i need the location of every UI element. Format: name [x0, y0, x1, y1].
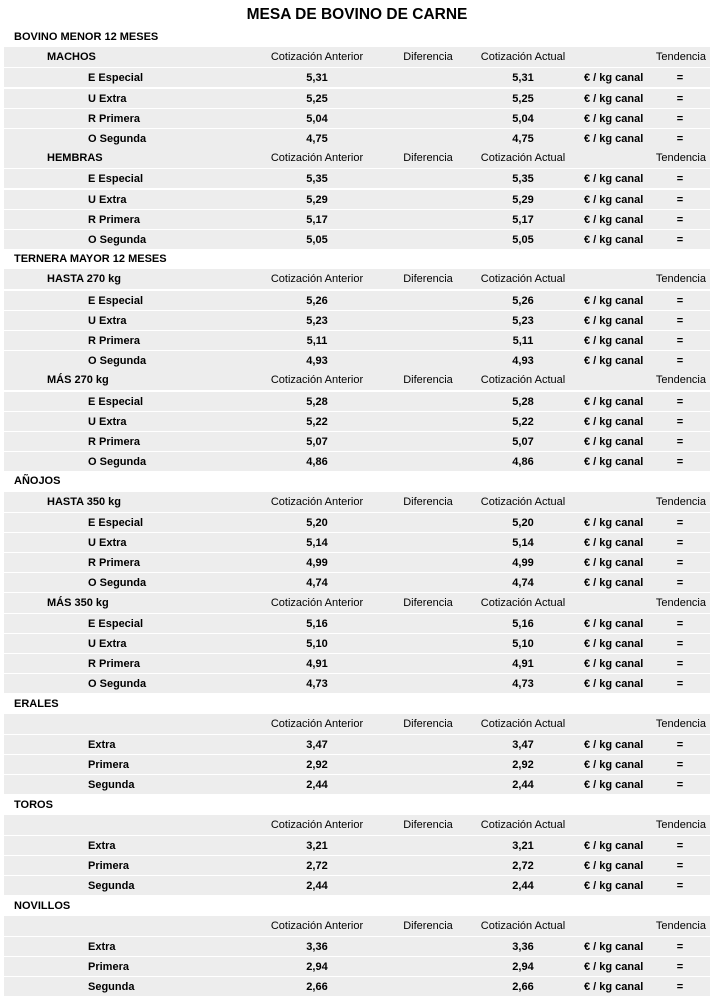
column-header-current: Cotización Actual [480, 495, 566, 508]
price-unit: € / kg canal [584, 678, 644, 691]
price-unit: € / kg canal [584, 415, 644, 428]
group-header-row [4, 492, 710, 512]
grade-label: Extra [88, 739, 116, 751]
price-unit: € / kg canal [584, 193, 644, 206]
trend-value: = [676, 557, 684, 570]
trend-value: = [676, 173, 684, 186]
current-price: 2,92 [512, 759, 534, 772]
trend-value: = [676, 638, 684, 650]
grade-label: E Especial [88, 173, 144, 186]
trend-value: = [676, 617, 684, 630]
trend-value: = [676, 981, 684, 994]
current-price: 2,94 [512, 961, 534, 974]
trend-value: = [676, 213, 684, 226]
column-header-previous: Cotización Anterior [270, 596, 364, 609]
current-price: 4,74 [512, 577, 534, 590]
table-row [4, 512, 710, 532]
previous-price: 5,11 [306, 335, 328, 347]
group-header-row [4, 815, 710, 835]
previous-price: 4,75 [306, 133, 328, 145]
table-row [4, 330, 710, 350]
current-price: 5,23 [512, 314, 534, 327]
table-row [4, 128, 710, 148]
previous-price: 2,92 [306, 759, 328, 772]
section-title: BOVINO MENOR 12 MESES [14, 31, 159, 43]
grade-label: Segunda [88, 981, 135, 994]
group-title: MÁS 270 kg [47, 374, 109, 387]
price-unit: € / kg canal [584, 294, 644, 307]
table-row [4, 552, 710, 572]
column-header-previous: Cotización Anterior [270, 51, 364, 64]
group-title: HEMBRAS [47, 152, 103, 165]
previous-price: 5,20 [306, 516, 328, 529]
previous-price: 5,25 [306, 92, 328, 105]
current-price: 5,29 [512, 193, 534, 206]
grade-label: U Extra [88, 193, 127, 206]
grade-label: R Primera [88, 213, 140, 226]
trend-value: = [676, 72, 684, 85]
current-price: 5,22 [512, 415, 534, 428]
grade-label: O Segunda [88, 456, 147, 469]
grade-label: E Especial [88, 617, 144, 630]
previous-price: 2,44 [306, 779, 328, 792]
table-row [4, 754, 710, 774]
price-unit: € / kg canal [584, 92, 644, 105]
group-header-row [4, 593, 710, 613]
section-header [4, 795, 710, 815]
table-row [4, 855, 710, 875]
column-header-trend: Tendencia [655, 596, 706, 609]
current-price: 2,66 [512, 981, 534, 994]
column-header-trend: Tendencia [655, 273, 706, 286]
table-row [4, 976, 710, 996]
table-row [4, 310, 710, 330]
grade-label: E Especial [88, 516, 144, 529]
section-title: TERNERA MAYOR 12 MESES [14, 253, 167, 266]
column-header-current: Cotización Actual [480, 51, 566, 64]
price-unit: € / kg canal [584, 314, 644, 327]
column-header-trend: Tendencia [655, 495, 706, 508]
grade-label: Primera [88, 759, 129, 772]
previous-price: 5,07 [306, 436, 328, 448]
grade-label: Segunda [88, 779, 135, 792]
previous-price: 5,16 [306, 617, 328, 630]
column-header-previous: Cotización Anterior [270, 818, 364, 831]
trend-value: = [676, 860, 684, 873]
current-price: 5,04 [512, 112, 534, 125]
column-header-previous: Cotización Anterior [270, 374, 364, 387]
current-price: 5,26 [512, 294, 534, 307]
column-header-previous: Cotización Anterior [270, 717, 364, 730]
trend-value: = [676, 779, 684, 792]
table-row [4, 88, 710, 108]
previous-price: 5,14 [306, 537, 328, 549]
previous-price: 5,17 [306, 213, 328, 226]
previous-price: 2,94 [306, 961, 328, 974]
table-row [4, 229, 710, 249]
column-header-difference: Diferencia [403, 818, 453, 831]
grade-label: U Extra [88, 415, 127, 428]
current-price: 5,35 [512, 173, 534, 186]
previous-price: 3,36 [306, 941, 328, 953]
trend-value: = [676, 759, 684, 772]
group-title: MACHOS [47, 51, 96, 64]
grade-label: E Especial [88, 395, 144, 408]
column-header-previous: Cotización Anterior [270, 919, 364, 932]
grade-label: O Segunda [88, 133, 147, 145]
previous-price: 2,72 [306, 860, 328, 873]
price-unit: € / kg canal [584, 941, 644, 953]
trend-value: = [676, 941, 684, 953]
current-price: 5,05 [512, 234, 534, 246]
group-header-row [4, 916, 710, 936]
current-price: 4,99 [512, 557, 534, 570]
previous-price: 4,93 [306, 355, 328, 368]
grade-label: R Primera [88, 112, 140, 125]
grade-label: R Primera [88, 335, 140, 347]
previous-price: 5,04 [306, 112, 328, 125]
grade-label: O Segunda [88, 678, 147, 691]
grade-label: Extra [88, 941, 116, 953]
grade-label: U Extra [88, 314, 127, 327]
column-header-trend: Tendencia [655, 818, 706, 831]
trend-value: = [676, 92, 684, 105]
previous-price: 2,44 [306, 880, 328, 893]
table-row [4, 572, 710, 592]
group-header-row [4, 269, 710, 289]
column-header-current: Cotización Actual [480, 152, 566, 165]
section-title: ERALES [14, 697, 59, 710]
column-header-difference: Diferencia [403, 596, 453, 609]
column-header-trend: Tendencia [655, 51, 706, 64]
grade-label: O Segunda [88, 355, 147, 368]
price-unit: € / kg canal [584, 577, 644, 590]
table-row [4, 653, 710, 673]
previous-price: 5,35 [306, 173, 328, 186]
current-price: 4,93 [512, 355, 534, 368]
table-row [4, 391, 710, 411]
table-row [4, 108, 710, 128]
column-header-difference: Diferencia [403, 495, 453, 508]
current-price: 5,20 [512, 516, 534, 529]
current-price: 4,86 [512, 456, 534, 469]
price-unit: € / kg canal [584, 173, 644, 186]
previous-price: 5,22 [306, 415, 328, 428]
price-unit: € / kg canal [584, 779, 644, 792]
section-title: TOROS [14, 798, 53, 811]
grade-label: R Primera [88, 557, 140, 570]
price-unit: € / kg canal [584, 213, 644, 226]
current-price: 4,73 [512, 678, 534, 691]
current-price: 3,47 [512, 739, 534, 751]
previous-price: 4,74 [306, 577, 328, 590]
previous-price: 5,05 [306, 234, 328, 246]
trend-value: = [676, 415, 684, 428]
grade-label: R Primera [88, 436, 140, 448]
current-price: 5,07 [512, 436, 534, 448]
previous-price: 4,86 [306, 456, 328, 469]
previous-price: 5,23 [306, 314, 328, 327]
trend-value: = [676, 294, 684, 307]
column-header-current: Cotización Actual [480, 273, 566, 286]
table-row [4, 875, 710, 895]
table-row [4, 774, 710, 794]
column-header-difference: Diferencia [403, 51, 453, 64]
table-row [4, 936, 710, 956]
price-unit: € / kg canal [584, 72, 644, 85]
column-header-difference: Diferencia [403, 717, 453, 730]
price-unit: € / kg canal [584, 759, 644, 772]
trend-value: = [676, 840, 684, 852]
table-row [4, 411, 710, 431]
column-header-previous: Cotización Anterior [270, 495, 364, 508]
current-price: 5,11 [512, 335, 534, 347]
column-header-current: Cotización Actual [480, 374, 566, 387]
column-header-current: Cotización Actual [480, 818, 566, 831]
trend-value: = [676, 577, 684, 590]
column-header-trend: Tendencia [655, 919, 706, 932]
trend-value: = [676, 112, 684, 125]
column-header-current: Cotización Actual [480, 717, 566, 730]
current-price: 3,21 [512, 840, 534, 852]
table-row [4, 209, 710, 229]
price-unit: € / kg canal [584, 335, 644, 347]
current-price: 4,75 [512, 133, 534, 145]
current-price: 3,36 [512, 941, 534, 953]
trend-value: = [676, 395, 684, 408]
group-header-row [4, 148, 710, 168]
column-header-previous: Cotización Anterior [270, 273, 364, 286]
trend-value: = [676, 880, 684, 893]
previous-price: 5,26 [306, 294, 328, 307]
table-row [4, 431, 710, 451]
page-title: MESA DE BOVINO DE CARNE [246, 6, 468, 23]
previous-price: 2,66 [306, 981, 328, 994]
section-title: NOVILLOS [14, 899, 71, 912]
current-price: 5,25 [512, 92, 534, 105]
price-unit: € / kg canal [584, 537, 644, 549]
price-unit: € / kg canal [584, 355, 644, 368]
price-unit: € / kg canal [584, 981, 644, 994]
column-header-difference: Diferencia [403, 152, 453, 165]
previous-price: 4,99 [306, 557, 328, 570]
column-header-trend: Tendencia [655, 717, 706, 730]
table-row [4, 451, 710, 471]
current-price: 2,44 [512, 880, 534, 893]
current-price: 2,72 [512, 860, 534, 873]
grade-label: E Especial [88, 294, 144, 307]
column-header-difference: Diferencia [403, 374, 453, 387]
column-header-difference: Diferencia [403, 273, 453, 286]
grade-label: Primera [88, 860, 129, 873]
trend-value: = [676, 234, 684, 246]
grade-label: U Extra [88, 537, 127, 549]
table-row [4, 633, 710, 653]
current-price: 5,14 [512, 537, 534, 549]
group-header-row [4, 47, 710, 67]
group-title: HASTA 350 kg [47, 495, 121, 508]
price-unit: € / kg canal [584, 133, 644, 145]
trend-value: = [676, 678, 684, 691]
current-price: 5,10 [512, 638, 534, 650]
trend-value: = [676, 658, 684, 671]
price-unit: € / kg canal [584, 395, 644, 408]
group-header-row [4, 714, 710, 734]
price-unit: € / kg canal [584, 638, 644, 650]
current-price: 2,44 [512, 779, 534, 792]
table-row [4, 290, 710, 310]
trend-value: = [676, 335, 684, 347]
trend-value: = [676, 436, 684, 448]
table-row [4, 67, 710, 87]
section-header [4, 694, 710, 714]
price-unit: € / kg canal [584, 840, 644, 852]
table-row [4, 956, 710, 976]
group-title: MÁS 350 kg [47, 596, 109, 609]
previous-price: 5,31 [306, 72, 328, 85]
price-unit: € / kg canal [584, 234, 644, 246]
column-header-previous: Cotización Anterior [270, 152, 364, 165]
table-row [4, 613, 710, 633]
table-row [4, 532, 710, 552]
grade-label: U Extra [88, 638, 127, 650]
previous-price: 5,28 [306, 395, 328, 408]
column-header-trend: Tendencia [655, 374, 706, 387]
section-header [4, 896, 710, 916]
trend-value: = [676, 193, 684, 206]
table-row [4, 168, 710, 188]
grade-label: O Segunda [88, 234, 147, 246]
price-unit: € / kg canal [584, 436, 644, 448]
section-header [4, 471, 710, 491]
price-unit: € / kg canal [584, 961, 644, 974]
price-unit: € / kg canal [584, 860, 644, 873]
section-title: AÑOJOS [14, 475, 61, 488]
price-unit: € / kg canal [584, 617, 644, 630]
table-row [4, 835, 710, 855]
price-unit: € / kg canal [584, 456, 644, 469]
previous-price: 5,10 [306, 638, 328, 650]
grade-label: R Primera [88, 658, 140, 671]
grade-label: E Especial [88, 72, 144, 85]
trend-value: = [676, 355, 684, 368]
previous-price: 3,47 [306, 739, 328, 751]
trend-value: = [676, 314, 684, 327]
grade-label: O Segunda [88, 577, 147, 590]
grade-label: Segunda [88, 880, 135, 893]
current-price: 4,91 [512, 658, 534, 671]
previous-price: 5,29 [306, 193, 328, 206]
table-row [4, 673, 710, 693]
group-header-row [4, 370, 710, 390]
table-row [4, 350, 710, 370]
price-unit: € / kg canal [584, 516, 644, 529]
price-unit: € / kg canal [584, 880, 644, 893]
trend-value: = [676, 961, 684, 974]
grade-label: Extra [88, 840, 116, 852]
previous-price: 3,21 [306, 840, 328, 852]
previous-price: 4,91 [306, 658, 328, 671]
price-unit: € / kg canal [584, 739, 644, 751]
column-header-difference: Diferencia [403, 919, 453, 932]
trend-value: = [676, 516, 684, 529]
current-price: 5,16 [512, 617, 534, 630]
current-price: 5,31 [512, 72, 534, 85]
trend-value: = [676, 739, 684, 751]
table-row [4, 189, 710, 209]
trend-value: = [676, 133, 684, 145]
price-unit: € / kg canal [584, 112, 644, 125]
column-header-trend: Tendencia [655, 152, 706, 165]
price-unit: € / kg canal [584, 658, 644, 671]
current-price: 5,17 [512, 213, 534, 226]
table-row [4, 734, 710, 754]
column-header-current: Cotización Actual [480, 919, 566, 932]
section-header [4, 249, 710, 269]
section-header [4, 27, 710, 47]
current-price: 5,28 [512, 395, 534, 408]
column-header-current: Cotización Actual [480, 596, 566, 609]
group-title: HASTA 270 kg [47, 273, 121, 286]
grade-label: Primera [88, 961, 129, 974]
previous-price: 4,73 [306, 678, 328, 691]
trend-value: = [676, 537, 684, 549]
trend-value: = [676, 456, 684, 469]
price-unit: € / kg canal [584, 557, 644, 570]
grade-label: U Extra [88, 92, 127, 105]
